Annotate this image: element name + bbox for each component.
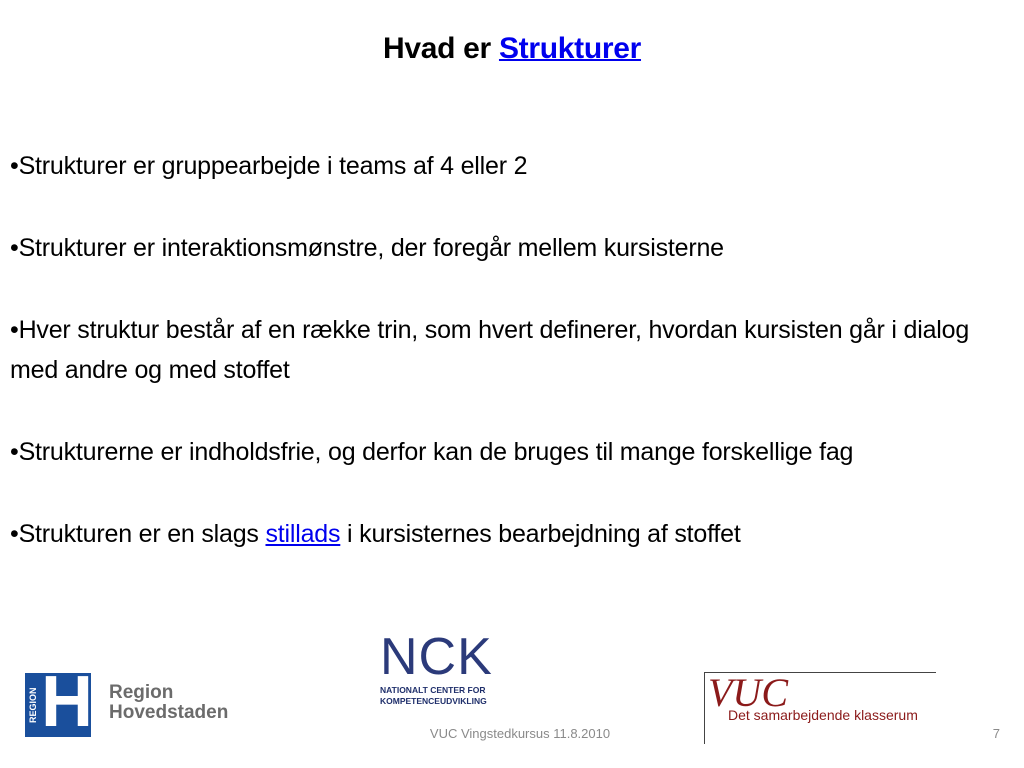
bullet-item — [10, 514, 1000, 554]
bullet-item — [10, 146, 1000, 186]
nck-subtitle — [380, 685, 510, 707]
region-box-text: REGION — [28, 687, 38, 723]
bullet-marker: • — [10, 520, 19, 548]
region-hovedstaden-logo — [25, 662, 240, 742]
region-logo-box — [25, 662, 93, 742]
vuc-name: VUC — [708, 670, 788, 715]
bullet-item — [10, 310, 1000, 390]
bullet-marker: • — [10, 234, 19, 262]
region-line1: Region — [109, 682, 174, 703]
bullet-text: Strukturerne er indholdsfrie, og derfor kan de bruges til mange forskellige fag — [18, 438, 854, 466]
title-prefix: Hvad er — [382, 32, 499, 65]
bullet-list — [10, 146, 1000, 554]
slide-title — [0, 32, 1024, 66]
bullet-item — [10, 432, 1000, 472]
vuc-left-divider — [704, 672, 705, 744]
bullet-marker: • — [10, 316, 19, 344]
bullet-text: Hver struktur består af en række trin, som hvert definerer, hvordan kursisten går i dialog med andre og med stoffet — [10, 316, 970, 384]
nck-logo — [380, 628, 510, 714]
nck-name: NCK — [380, 628, 493, 686]
bullet-text-after: i kursisternes bearbejdning af stoffet — [340, 520, 741, 548]
region-words — [109, 683, 228, 723]
vuc-subtitle: Det samarbejdende klasserum — [728, 707, 918, 723]
footer-text: VUC Vingstedkursus 11.8.2010 — [429, 726, 611, 741]
region-h-letter: H — [41, 662, 93, 742]
title-link-strukturer[interactable]: Strukturer — [498, 32, 642, 65]
nck-sub-line2: KOMPETENCEUDVIKLING — [380, 696, 487, 706]
stillads-link[interactable]: stillads — [265, 520, 341, 548]
bullet-item — [10, 228, 1000, 268]
vuc-logo — [704, 672, 936, 744]
nck-sub-line1: NATIONALT CENTER FOR — [380, 685, 486, 695]
bullet-text: Strukturer er gruppearbejde i teams af 4 eller 2 — [18, 152, 528, 180]
bullet-marker: • — [10, 152, 19, 180]
page-number: 7 — [992, 726, 1000, 741]
bullet-marker: • — [10, 438, 19, 466]
region-line2: Hovedstaden — [109, 702, 229, 723]
bullet-text: Strukturer er interaktionsmønstre, der foregår mellem kursisterne — [18, 234, 724, 262]
bullet-text-before: Strukturen er en slags — [18, 520, 266, 548]
